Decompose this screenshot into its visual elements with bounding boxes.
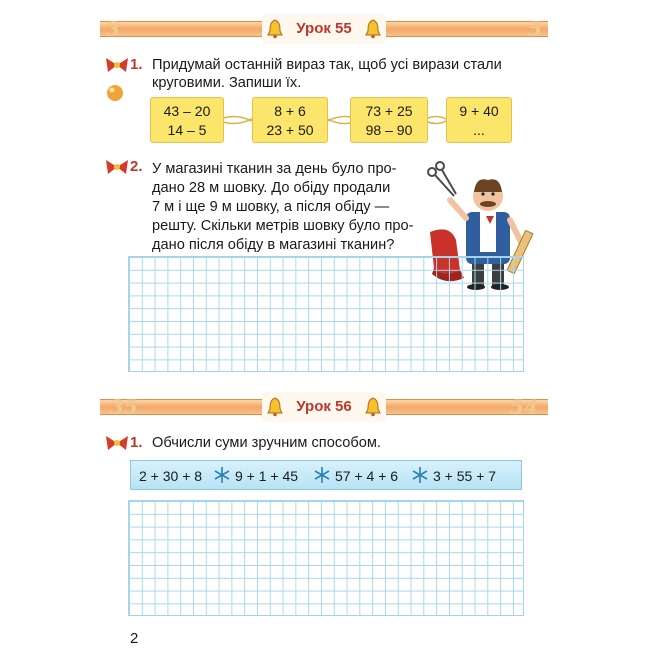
lesson-55-banner <box>100 14 548 44</box>
expression: 8 + 6 <box>274 103 306 119</box>
expression-tag <box>150 97 224 143</box>
task-2-marker <box>104 158 144 180</box>
task-1-marker <box>104 56 144 78</box>
expression: 57 + 4 + 6 <box>335 468 399 484</box>
text-line: дано після обіду в магазині тканин? <box>152 237 395 253</box>
expression: 9 + 40 <box>459 103 499 119</box>
banner-deco-left: 35 <box>110 395 138 419</box>
answer-grid[interactable] <box>128 256 524 372</box>
page-number: 2 <box>130 630 139 647</box>
expression: 2 + 30 + 8 <box>139 468 203 484</box>
banner-deco-right: 5 <box>528 17 542 41</box>
text-line: решту. Скільки метрів шовку було про- <box>152 218 414 234</box>
expression: 23 + 50 <box>266 122 314 138</box>
text-line: У магазині тканин за день було про- <box>152 161 397 177</box>
task-2-text <box>152 160 413 255</box>
lesson-55-title: Урок 55 <box>296 20 352 37</box>
bow-icon <box>104 434 130 456</box>
task-3-number: 1. <box>130 434 143 451</box>
text-line: Придумай останній вираз так, щоб усі вирази стали <box>152 57 502 73</box>
task-1-text <box>152 56 502 92</box>
text-line: 7 м і ще 9 м шовку, а після обіду — <box>152 199 390 215</box>
expression: 73 + 25 <box>365 103 413 119</box>
expression-tag <box>446 97 512 143</box>
snowflake-icon <box>411 466 429 484</box>
bow-icon <box>104 56 130 78</box>
task-1-number: 1. <box>130 56 143 73</box>
expression: 43 – 20 <box>163 103 211 119</box>
answer-grid[interactable] <box>128 500 524 616</box>
task-2-number: 2. <box>130 158 143 175</box>
bell-icon <box>266 397 284 417</box>
task-3-text: Обчисли суми зручним способом. <box>152 435 381 451</box>
lesson-56-banner <box>100 392 548 422</box>
expressions-bar <box>130 460 522 490</box>
text-line: дано 28 м шовку. До обіду продали <box>152 180 391 196</box>
bell-icon <box>266 19 284 39</box>
bell-icon <box>364 19 382 39</box>
lesson-56-title: Урок 56 <box>296 398 352 415</box>
lesson-55-title-box <box>262 14 386 44</box>
bow-icon <box>104 158 130 180</box>
lesson-56-title-box <box>262 392 386 422</box>
banner-deco-left: 3 <box>106 17 120 41</box>
expression: 3 + 55 + 7 <box>433 468 497 484</box>
expression-tag <box>350 97 428 143</box>
ornament-icon <box>106 84 124 102</box>
snowflake-icon <box>313 466 331 484</box>
expression: 14 – 5 <box>167 122 207 138</box>
snowflake-icon <box>213 466 231 484</box>
expression: 98 – 90 <box>365 122 413 138</box>
bell-icon <box>364 397 382 417</box>
expression: ... <box>473 122 485 138</box>
expression-tag <box>252 97 328 143</box>
expression: 9 + 1 + 45 <box>235 468 299 484</box>
text-line: круговими. Запиши їх. <box>152 75 302 91</box>
task-3-marker <box>104 434 144 456</box>
banner-deco-right: 54 <box>510 395 538 419</box>
